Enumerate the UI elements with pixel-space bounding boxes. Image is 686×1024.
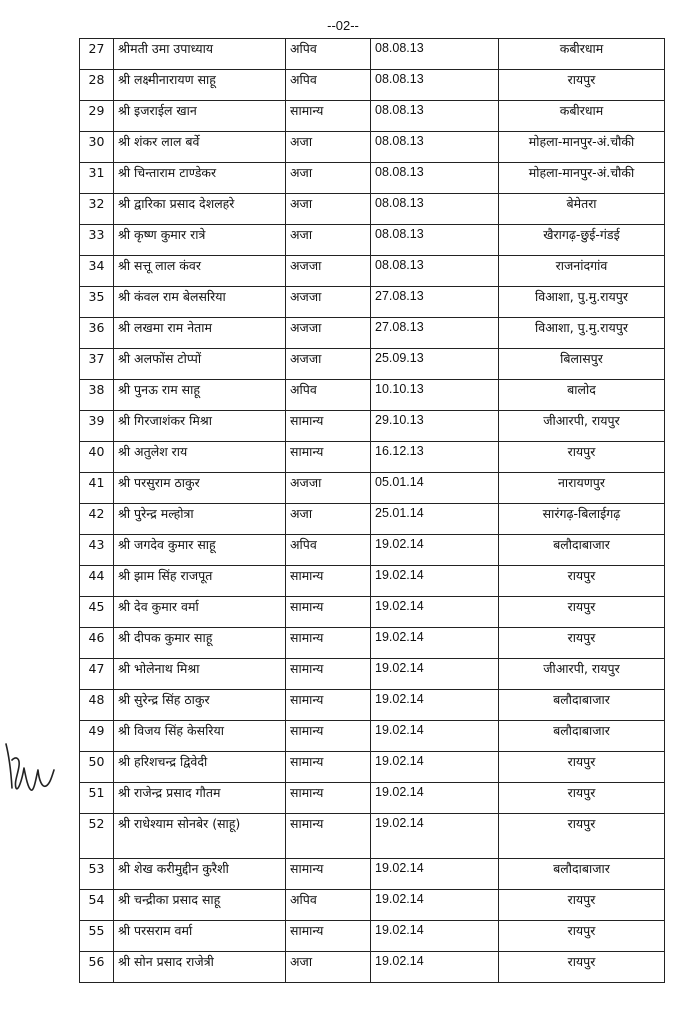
category: सामान्य xyxy=(286,411,371,442)
category: अपिव xyxy=(286,535,371,566)
serial-number: 30 xyxy=(80,132,114,163)
category: अपिव xyxy=(286,39,371,70)
person-name: श्री इजराईल खान xyxy=(114,101,286,132)
category: सामान्य xyxy=(286,859,371,890)
table-row xyxy=(80,225,665,256)
table-row xyxy=(80,70,665,101)
person-name: श्री राजेन्द्र प्रसाद गौतम xyxy=(114,783,286,814)
category: सामान्य xyxy=(286,659,371,690)
table-row xyxy=(80,628,665,659)
posting-place: नारायणपुर xyxy=(499,473,665,504)
posting-place: बलौदाबाजार xyxy=(499,721,665,752)
date: 19.02.14 xyxy=(371,859,499,890)
person-name: श्री विजय सिंह केसरिया xyxy=(114,721,286,752)
posting-place: रायपुर xyxy=(499,921,665,952)
date: 19.02.14 xyxy=(371,566,499,597)
table-row xyxy=(80,752,665,783)
page-number: --02-- xyxy=(327,18,359,33)
serial-number: 38 xyxy=(80,380,114,411)
posting-place: रायपुर xyxy=(499,890,665,921)
category: सामान्य xyxy=(286,814,371,859)
person-name: श्री लक्ष्मीनारायण साहू xyxy=(114,70,286,101)
category: सामान्य xyxy=(286,566,371,597)
category: अजजा xyxy=(286,287,371,318)
category: अजजा xyxy=(286,349,371,380)
date: 08.08.13 xyxy=(371,70,499,101)
table-row xyxy=(80,39,665,70)
date: 19.02.14 xyxy=(371,921,499,952)
category: अपिव xyxy=(286,890,371,921)
serial-number: 46 xyxy=(80,628,114,659)
date: 29.10.13 xyxy=(371,411,499,442)
posting-place: जीआरपी, रायपुर xyxy=(499,411,665,442)
posting-place: रायपुर xyxy=(499,442,665,473)
date: 10.10.13 xyxy=(371,380,499,411)
posting-place: बलौदाबाजार xyxy=(499,859,665,890)
category: सामान्य xyxy=(286,690,371,721)
category: अजजा xyxy=(286,318,371,349)
date: 05.01.14 xyxy=(371,473,499,504)
person-name: श्री राधेश्याम सोनबेर (साहू) xyxy=(114,814,286,859)
posting-place: रायपुर xyxy=(499,814,665,859)
date: 08.08.13 xyxy=(371,256,499,287)
person-name: श्री शंकर लाल बर्वे xyxy=(114,132,286,163)
date: 19.02.14 xyxy=(371,752,499,783)
table-row xyxy=(80,690,665,721)
person-name: श्री हरिशचन्द्र द्विवेदी xyxy=(114,752,286,783)
table-row xyxy=(80,659,665,690)
person-name: श्री लखमा राम नेताम xyxy=(114,318,286,349)
posting-place: राजनांदगांव xyxy=(499,256,665,287)
person-name: श्री चन्द्रीका प्रसाद साहू xyxy=(114,890,286,921)
category: सामान्य xyxy=(286,101,371,132)
serial-number: 55 xyxy=(80,921,114,952)
table-row xyxy=(80,194,665,225)
serial-number: 34 xyxy=(80,256,114,287)
table-row xyxy=(80,952,665,983)
date: 19.02.14 xyxy=(371,690,499,721)
category: सामान्य xyxy=(286,442,371,473)
table-row xyxy=(80,504,665,535)
category: अजा xyxy=(286,504,371,535)
person-name: श्री गिरजाशंकर मिश्रा xyxy=(114,411,286,442)
serial-number: 52 xyxy=(80,814,114,859)
posting-place: कबीरधाम xyxy=(499,39,665,70)
serial-number: 36 xyxy=(80,318,114,349)
category: सामान्य xyxy=(286,721,371,752)
person-name: श्री दीपक कुमार साहू xyxy=(114,628,286,659)
category: अजा xyxy=(286,163,371,194)
date: 08.08.13 xyxy=(371,225,499,256)
serial-number: 39 xyxy=(80,411,114,442)
posting-place: रायपुर xyxy=(499,597,665,628)
posting-place: रायपुर xyxy=(499,628,665,659)
posting-place: बिलासपुर xyxy=(499,349,665,380)
posting-place: रायपुर xyxy=(499,566,665,597)
person-name: श्री पुरेन्द्र मल्होत्रा xyxy=(114,504,286,535)
table-row xyxy=(80,380,665,411)
date: 19.02.14 xyxy=(371,721,499,752)
table-row xyxy=(80,411,665,442)
person-name: श्री सुरेन्द्र सिंह ठाकुर xyxy=(114,690,286,721)
person-name: श्री परसुराम ठाकुर xyxy=(114,473,286,504)
table-row xyxy=(80,163,665,194)
table-row xyxy=(80,814,665,859)
table-row xyxy=(80,256,665,287)
date: 19.02.14 xyxy=(371,597,499,628)
person-name: श्रीमती उमा उपाध्याय xyxy=(114,39,286,70)
serial-number: 42 xyxy=(80,504,114,535)
handwritten-signature xyxy=(0,738,58,798)
serial-number: 51 xyxy=(80,783,114,814)
category: अजा xyxy=(286,194,371,225)
table-row xyxy=(80,132,665,163)
table-row xyxy=(80,473,665,504)
date: 16.12.13 xyxy=(371,442,499,473)
table-row xyxy=(80,442,665,473)
category: सामान्य xyxy=(286,752,371,783)
person-name: श्री पुनऊ राम साहू xyxy=(114,380,286,411)
date: 19.02.14 xyxy=(371,814,499,859)
serial-number: 29 xyxy=(80,101,114,132)
records-table xyxy=(79,38,665,983)
category: अजजा xyxy=(286,473,371,504)
person-name: श्री द्वारिका प्रसाद देशलहरे xyxy=(114,194,286,225)
person-name: श्री सोन प्रसाद राजेत्री xyxy=(114,952,286,983)
posting-place: जीआरपी, रायपुर xyxy=(499,659,665,690)
person-name: श्री चिन्ताराम टाण्डेकर xyxy=(114,163,286,194)
serial-number: 33 xyxy=(80,225,114,256)
posting-place: खैरागढ़-छुई-गंडई xyxy=(499,225,665,256)
category: अपिव xyxy=(286,70,371,101)
person-name: श्री सत्तू लाल कंवर xyxy=(114,256,286,287)
posting-place: कबीरधाम xyxy=(499,101,665,132)
posting-place: बलौदाबाजार xyxy=(499,535,665,566)
date: 08.08.13 xyxy=(371,39,499,70)
person-name: श्री झाम सिंह राजपूत xyxy=(114,566,286,597)
table-row xyxy=(80,783,665,814)
category: अपिव xyxy=(286,380,371,411)
category: सामान्य xyxy=(286,783,371,814)
person-name: श्री देव कुमार वर्मा xyxy=(114,597,286,628)
serial-number: 49 xyxy=(80,721,114,752)
person-name: श्री भोलेनाथ मिश्रा xyxy=(114,659,286,690)
serial-number: 27 xyxy=(80,39,114,70)
serial-number: 47 xyxy=(80,659,114,690)
serial-number: 44 xyxy=(80,566,114,597)
category: सामान्य xyxy=(286,628,371,659)
table-row xyxy=(80,721,665,752)
date: 19.02.14 xyxy=(371,628,499,659)
table-row xyxy=(80,566,665,597)
person-name: श्री कंवल राम बेलसरिया xyxy=(114,287,286,318)
date: 25.09.13 xyxy=(371,349,499,380)
table-row xyxy=(80,890,665,921)
date: 08.08.13 xyxy=(371,101,499,132)
records-table-body xyxy=(80,39,665,983)
posting-place: मोहला-मानपुर-अं.चौकी xyxy=(499,163,665,194)
person-name: श्री अलफोंस टोप्पों xyxy=(114,349,286,380)
table-row xyxy=(80,597,665,628)
table-row xyxy=(80,287,665,318)
posting-place: रायपुर xyxy=(499,752,665,783)
posting-place: रायपुर xyxy=(499,783,665,814)
serial-number: 28 xyxy=(80,70,114,101)
date: 27.08.13 xyxy=(371,318,499,349)
category: अजा xyxy=(286,132,371,163)
category: अजजा xyxy=(286,256,371,287)
serial-number: 37 xyxy=(80,349,114,380)
serial-number: 40 xyxy=(80,442,114,473)
date: 25.01.14 xyxy=(371,504,499,535)
table-row xyxy=(80,349,665,380)
serial-number: 56 xyxy=(80,952,114,983)
posting-place: विआशा, पु.मु.रायपुर xyxy=(499,318,665,349)
table-row xyxy=(80,101,665,132)
table-row xyxy=(80,921,665,952)
serial-number: 35 xyxy=(80,287,114,318)
category: सामान्य xyxy=(286,597,371,628)
category: अजा xyxy=(286,952,371,983)
person-name: श्री परसराम वर्मा xyxy=(114,921,286,952)
category: सामान्य xyxy=(286,921,371,952)
serial-number: 53 xyxy=(80,859,114,890)
posting-place: बेमेतरा xyxy=(499,194,665,225)
serial-number: 31 xyxy=(80,163,114,194)
posting-place: बलौदाबाजार xyxy=(499,690,665,721)
person-name: श्री जगदेव कुमार साहू xyxy=(114,535,286,566)
serial-number: 45 xyxy=(80,597,114,628)
date: 27.08.13 xyxy=(371,287,499,318)
serial-number: 43 xyxy=(80,535,114,566)
category: अजा xyxy=(286,225,371,256)
date: 19.02.14 xyxy=(371,890,499,921)
serial-number: 41 xyxy=(80,473,114,504)
serial-number: 48 xyxy=(80,690,114,721)
posting-place: सारंगढ़-बिलाईगढ़ xyxy=(499,504,665,535)
person-name: श्री शेख करीमुद्दीन कुरैशी xyxy=(114,859,286,890)
serial-number: 54 xyxy=(80,890,114,921)
posting-place: मोहला-मानपुर-अं.चौकी xyxy=(499,132,665,163)
person-name: श्री कृष्ण कुमार रात्रे xyxy=(114,225,286,256)
serial-number: 50 xyxy=(80,752,114,783)
table-row xyxy=(80,318,665,349)
posting-place: बालोद xyxy=(499,380,665,411)
date: 08.08.13 xyxy=(371,194,499,225)
table-row xyxy=(80,535,665,566)
posting-place: विआशा, पु.मु.रायपुर xyxy=(499,287,665,318)
date: 19.02.14 xyxy=(371,535,499,566)
serial-number: 32 xyxy=(80,194,114,225)
posting-place: रायपुर xyxy=(499,70,665,101)
date: 19.02.14 xyxy=(371,659,499,690)
posting-place: रायपुर xyxy=(499,952,665,983)
table-row xyxy=(80,859,665,890)
date: 08.08.13 xyxy=(371,163,499,194)
date: 08.08.13 xyxy=(371,132,499,163)
date: 19.02.14 xyxy=(371,783,499,814)
person-name: श्री अतुलेश राय xyxy=(114,442,286,473)
date: 19.02.14 xyxy=(371,952,499,983)
